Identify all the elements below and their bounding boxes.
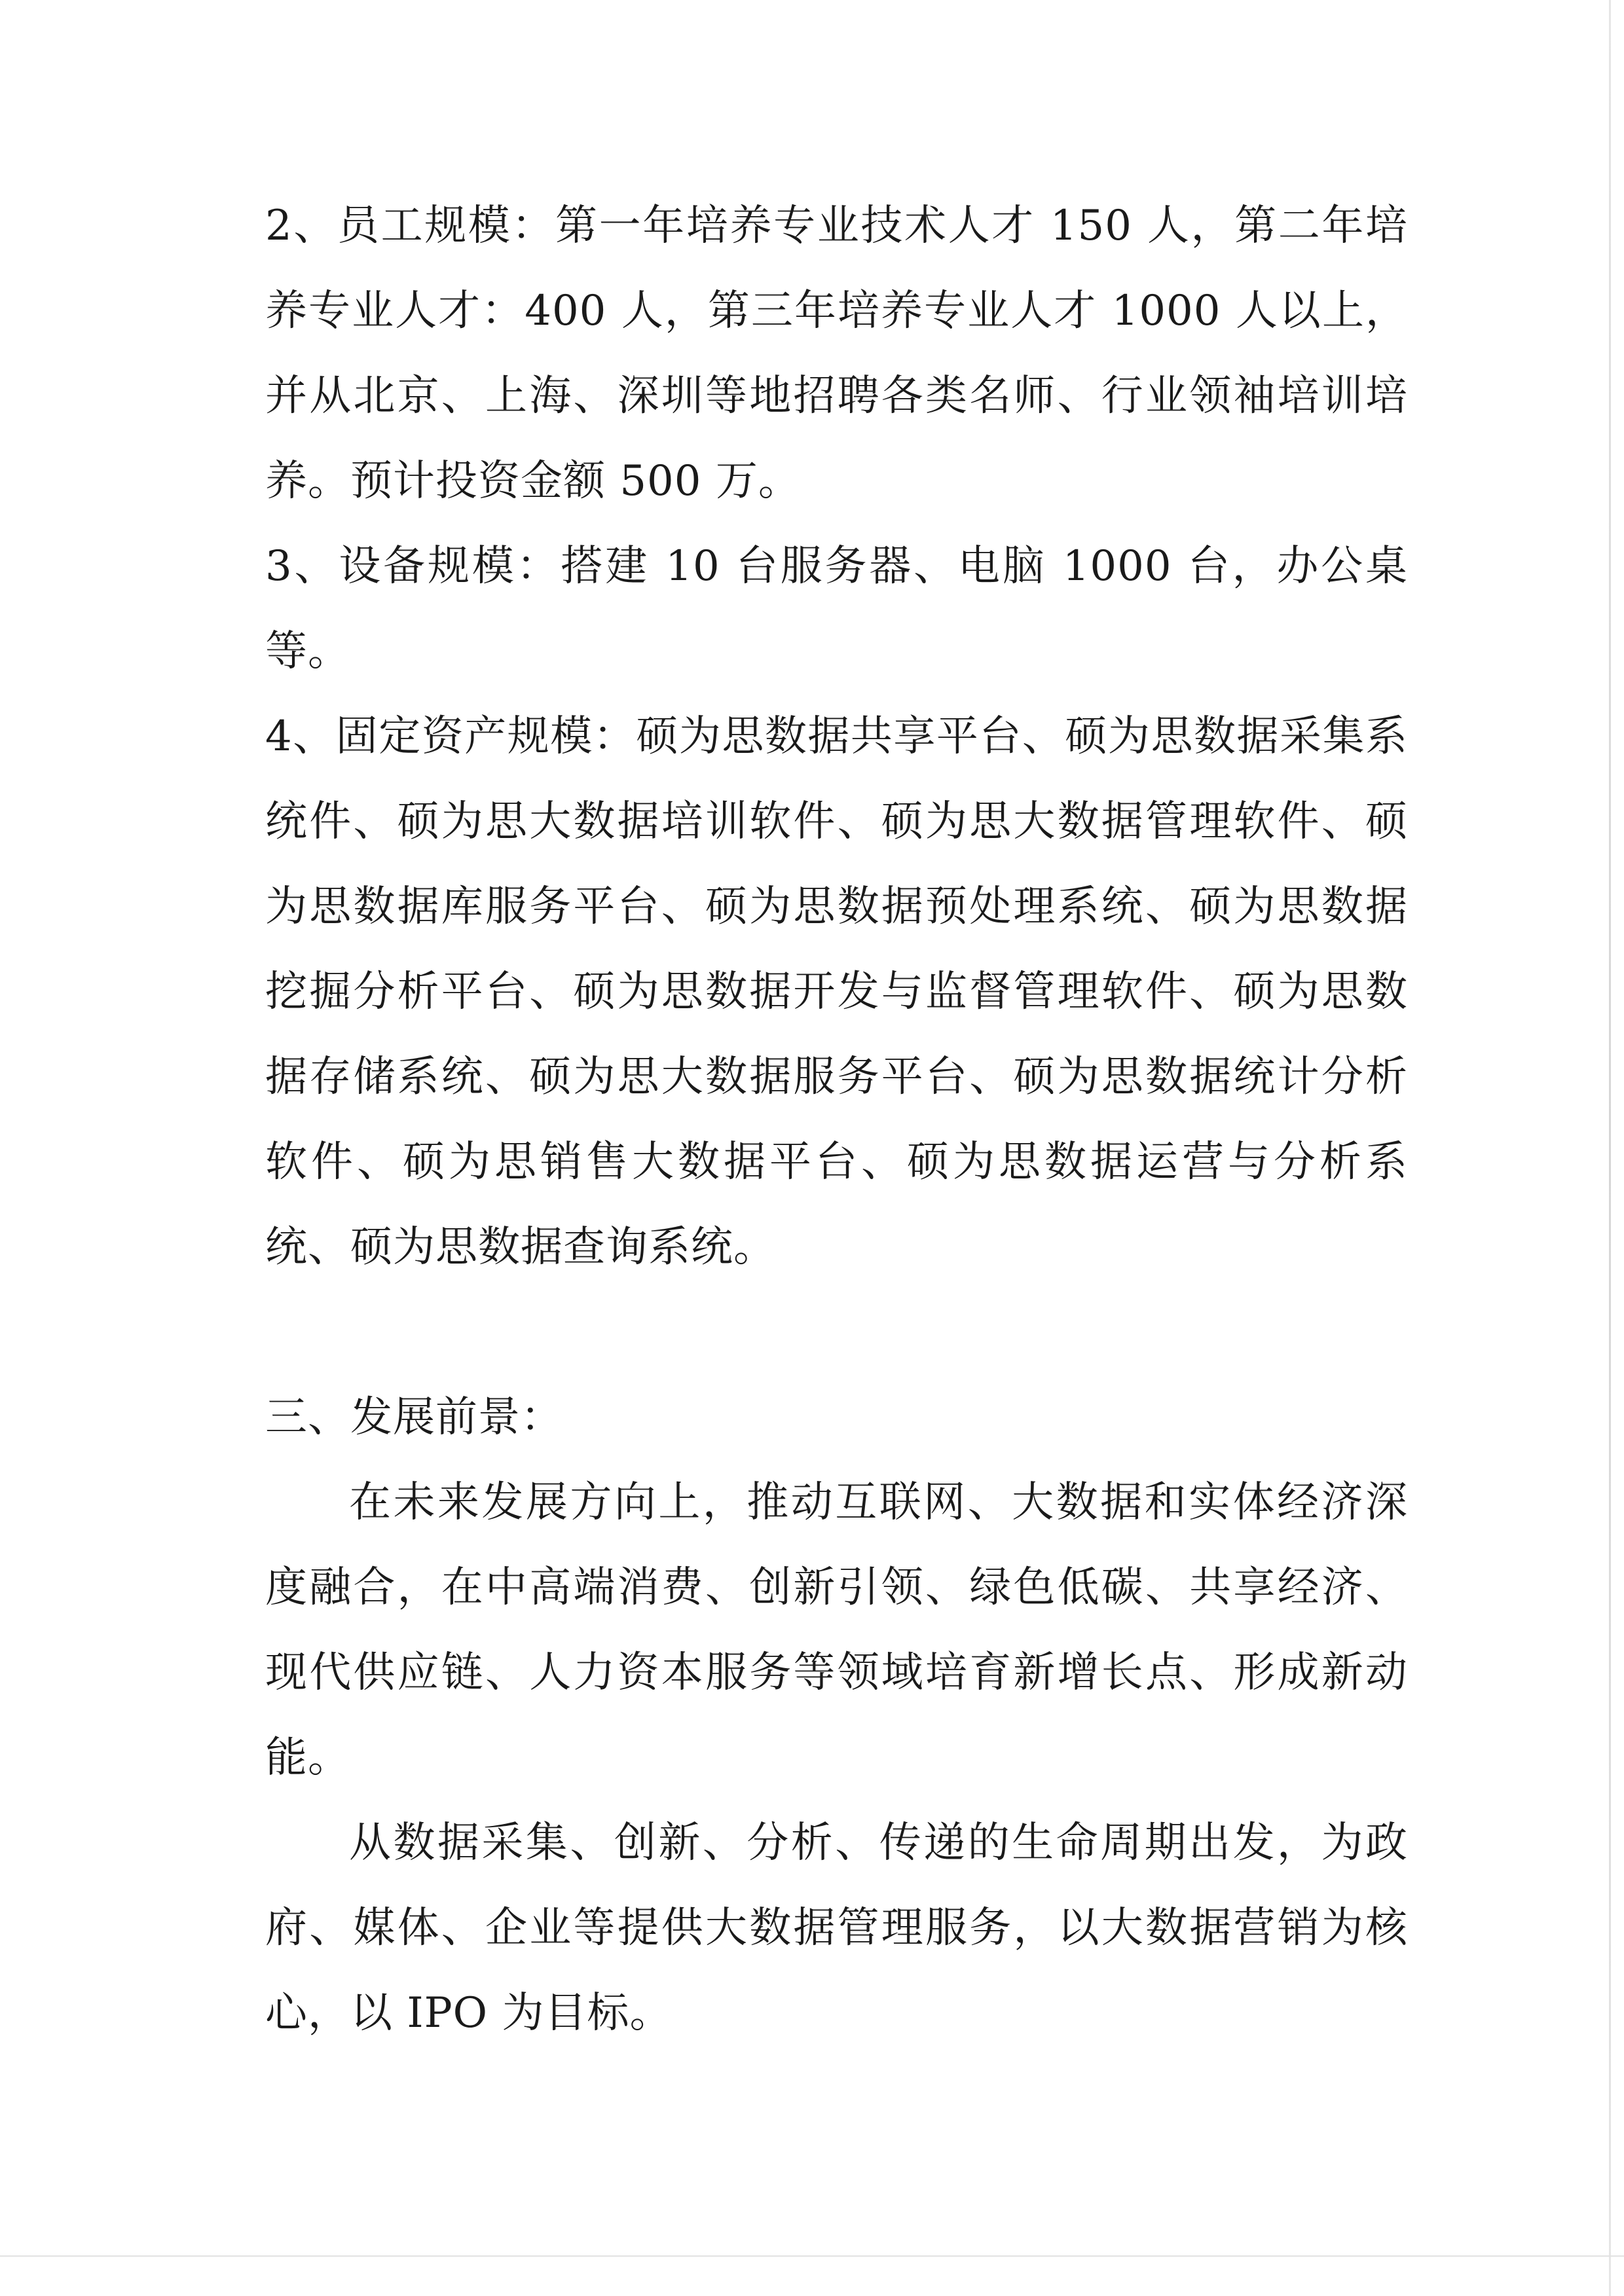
section-heading-development-prospects: 三、发展前景： (265, 1393, 563, 1442)
scan-edge-right (1609, 0, 1611, 2296)
paragraph-equipment-scale: 3、设备规模：搭建 10 台服务器、电脑 1000 台，办公桌等。 (265, 542, 1408, 676)
scan-edge-bottom (0, 2255, 1624, 2257)
paragraph-data-lifecycle: 从数据采集、创新、分析、传递的生命周期出发，为政府、媒体、企业等提供大数据管理服务，以大数据营销为核心，以 IPO 为目标。 (265, 1819, 1408, 2037)
paragraph-fixed-assets-scale: 4、固定资产规模：硕为思数据共享平台、硕为思数据采集系统件、硕为思大数据培训软件、硕为思大数据管理软件、硕为思数据库服务平台、硕为思数据预处理系统、硕为思数据挖掘分析平台、硕为思数据开发与监督管理软件、硕为思数据存储系统、硕为思大数据服务平台、硕为思数据统计分析软件、硕为思销售大数据平台、硕为思数据运营与分析系统、硕为思数据查询系统。 (265, 712, 1408, 1271)
document-body (265, 183, 1408, 2056)
paragraph-staff-scale: 2、员工规模：第一年培养专业技术人才 150 人，第二年培养专业人才：400 人，第三年培养专业人才 1000 人以上，并从北京、上海、深圳等地招聘各类名师、行业领袖培训培养。预计投资金额 500 万。 (265, 202, 1408, 505)
paragraph-future-direction: 在未来发展方向上，推动互联网、大数据和实体经济深度融合，在中高端消费、创新引领、绿色低碳、共享经济、现代供应链、人力资本服务等领域培育新增长点、形成新动能。 (265, 1478, 1408, 1782)
